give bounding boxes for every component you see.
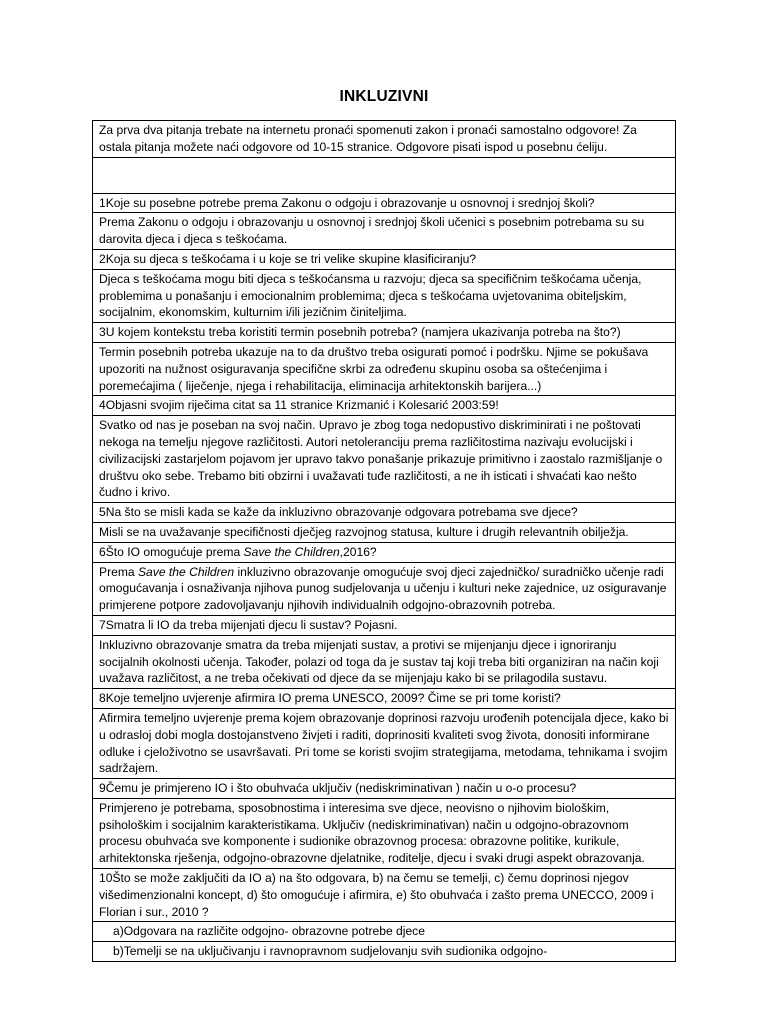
question-row [93,323,676,343]
document-title: INKLUZIVNI [339,88,429,105]
qa-table [92,120,676,962]
answer-1: Prema Zakonu o odgoju i obrazovanju u osnovnoj i srednjoj školi učenici s posebnim potrebama su su darovita djeca i djeca s teškoćama. [93,213,676,250]
answer-row [93,522,676,542]
question-6-italic: Save the Children [243,544,340,559]
answer-6 [93,562,676,615]
question-row [93,689,676,709]
answer-7: Inkluzivno obrazovanje smatra da treba mijenjati sustav, a protivi se mijenjanju djece i ignoriranju socijalnih okolnosti učenja. Također, polazi od toga da je sustav taj koji treba biti organiziran na način koji uvažava različitost, a ne treba očekivati od djece da se mijenjaju kako bi se prilagodila sustavu. [93,635,676,688]
list-marker: a) [113,924,124,939]
empty-row [93,157,676,193]
question-row [93,249,676,269]
answer-row [93,416,676,503]
question-row [93,779,676,799]
answer-10a-text: Odgovara na različite odgojno- obrazovne potrebe djece [123,924,425,939]
question-6-prefix: 6Što IO omogućuje prema [99,544,244,559]
question-row [93,193,676,213]
question-8: 8Koje temeljno uvjerenje afirmira IO prema UNESCO, 2009? Čime se pri tome koristi? [93,689,676,709]
answer-row [93,562,676,615]
answer-10b-text: Temelji se na uključivanju i ravnopravnom sudjelovanju svih sudionika odgojno- [123,944,548,959]
answer-2: Djeca s teškoćama mogu biti djeca s teškoćansma u razvoju; djeca sa specifičnim teškoćama učenja, problemima u ponašanju i emocionalnim problemima; djeca s teškoćama uvjetovanima obiteljskim, socijalnim, ekonomskim, kulturnim i/ili jezičnim činiteljima. [93,269,676,322]
answer-8: Afirmira temeljno uvjerenje prema kojem obrazovanje doprinosi razvoju urođenih potencijala djece, kako bi u odrasloj dobi mogla dostojanstveno živjeti i raditi, doprinositi kvaliteti svog života, donositi informirane odluke i cjeloživotno se usavršavati. Pri tome se koristi svojim strategijama, metodama, tehnikama i svojim sadržajem. [93,708,676,778]
answer-5: Misli se na uvažavanje specifičnosti dječjeg razvojnog statusa, kulture i drugih relevantnih obilježja. [93,522,676,542]
answer-row [93,635,676,688]
question-row [93,396,676,416]
answer-row [93,342,676,395]
sub-answer-row [93,922,676,942]
answer-4: Svatko od nas je poseban na svoj način. Upravo je zbog toga nedopustivo diskriminirati i ne poštovati nekoga na temelju njegove različitosti. Autori netoleranciju prema različitostima nazivaju evolucijski i civilizacijski zastarjelom pojavom jer upravo takvo ponašanje prikazuje primitivno i zaostalo razmišljanje o društvu oko sebe. Trebamo biti obzirni i uvažavati tuđe različitosti, a ne ih isticati i shvaćati kao nešto čudno i krivo. [93,416,676,503]
answer-6-prefix: Prema [99,564,138,579]
answer-9: Primjereno je potrebama, sposobnostima i interesima sve djece, neovisno o njihovim biološkim, psihološkim i socijalnim karakteristikama. Uključiv (nediskriminativan) način u odgojno-obrazovnom procesu obuhvaća sve komponente i sudionike obrazovnog procesa: obrazovne politike, kurikule, arhitektonska rješenja, odgojno-obrazovne djelatnike, roditelje, djecu i svaki drugi aspekt obrazovanja. [93,798,676,868]
question-row [93,542,676,562]
answer-6-suffix: inkluzivno obrazovanje omogućuje svoj djeci zajedničko/ suradničko učenje radi omogućavanja i osnaživanja njihova punog sudjelovanja u učenju i kulturi neke zajednice, uz osiguravanje primjerene potpore zadovoljavanju njihovih individualnih odgojno-obrazovnih potreba. [99,564,667,613]
question-2: 2Koja su djeca s teškoćama i u koje se tri velike skupine klasificiranju? [93,249,676,269]
question-9: 9Čemu je primjereno IO i što obuhvaća uključiv (nediskriminativan ) način u o-o procesu? [93,779,676,799]
answer-10a [93,922,676,942]
list-marker: b) [113,944,124,959]
question-3: 3U kojem kontekstu treba koristiti termin posebnih potreba? (namjera ukazivanja potreba na što?) [93,323,676,343]
question-row [93,869,676,922]
answer-6-italic: Save the Children [137,564,235,579]
question-row [93,615,676,635]
intro-row [93,121,676,158]
question-7: 7Smatra li IO da treba mijenjati djecu li sustav? Pojasni. [93,615,676,635]
question-row [93,503,676,523]
answer-row [93,269,676,322]
answer-row [93,798,676,868]
answer-row [93,708,676,778]
intro-cell: Za prva dva pitanja trebate na internetu pronaći spomenuti zakon i pronaći samostalno odgovore! Za ostala pitanja možete naći odgovore od 10-15 stranice. Odgovore pisati ispod u posebnu ćeliju. [93,121,676,158]
question-5: 5Na što se misli kada se kaže da inkluzivno obrazovanje odgovara potrebama sve djece? [93,503,676,523]
question-10: 10Što se može zaključiti da IO a) na što odgovara, b) na čemu se temelji, c) čemu doprinosi njegov višedimenzionalni koncept, d) što omogućuje i afirmira, e) što obuhvaća i zašto prema UNECCO, 2009 i Florian i sur., 2010 ? [93,869,676,922]
question-6-suffix: ,2016? [339,544,377,559]
question-1: 1Koje su posebne potrebe prema Zakonu o odgoju i obrazovanje u osnovnoj i srednjoj školi? [93,193,676,213]
question-6 [93,542,676,562]
question-4: 4Objasni svojim riječima citat sa 11 stranice Krizmanić i Kolesarić 2003:59! [93,396,676,416]
sub-answer-row [93,942,676,962]
answer-row [93,213,676,250]
answer-3: Termin posebnih potreba ukazuje na to da društvo treba osigurati pomoć i podršku. Njime se pokušava upozoriti na nužnost osiguravanja specifične skrbi za određenu skupinu osoba sa oštećenjima i poremećajima ( liječenje, njega i rehabilitacija, eliminacija arhitektonskih barijera...) [93,342,676,395]
answer-10b [93,942,676,962]
empty-cell [93,157,676,193]
